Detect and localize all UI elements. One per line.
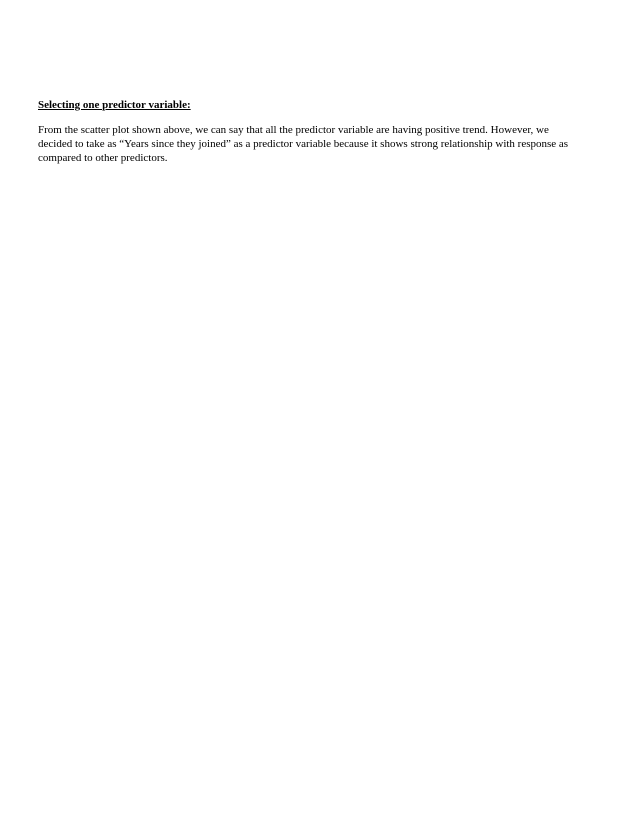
paragraph-line: decided to take as “Years since they joined” as a predictor variable because it shows strong relationship with response as <box>38 138 569 150</box>
paragraph-line: From the scatter plot shown above, we can say that all the predictor variable are having positive trend. However, we <box>38 124 549 136</box>
body-paragraph <box>38 123 598 165</box>
document-content <box>38 98 598 165</box>
paragraph-line: compared to other predictors. <box>38 152 168 164</box>
section-heading: Selecting one predictor variable: <box>38 99 191 111</box>
